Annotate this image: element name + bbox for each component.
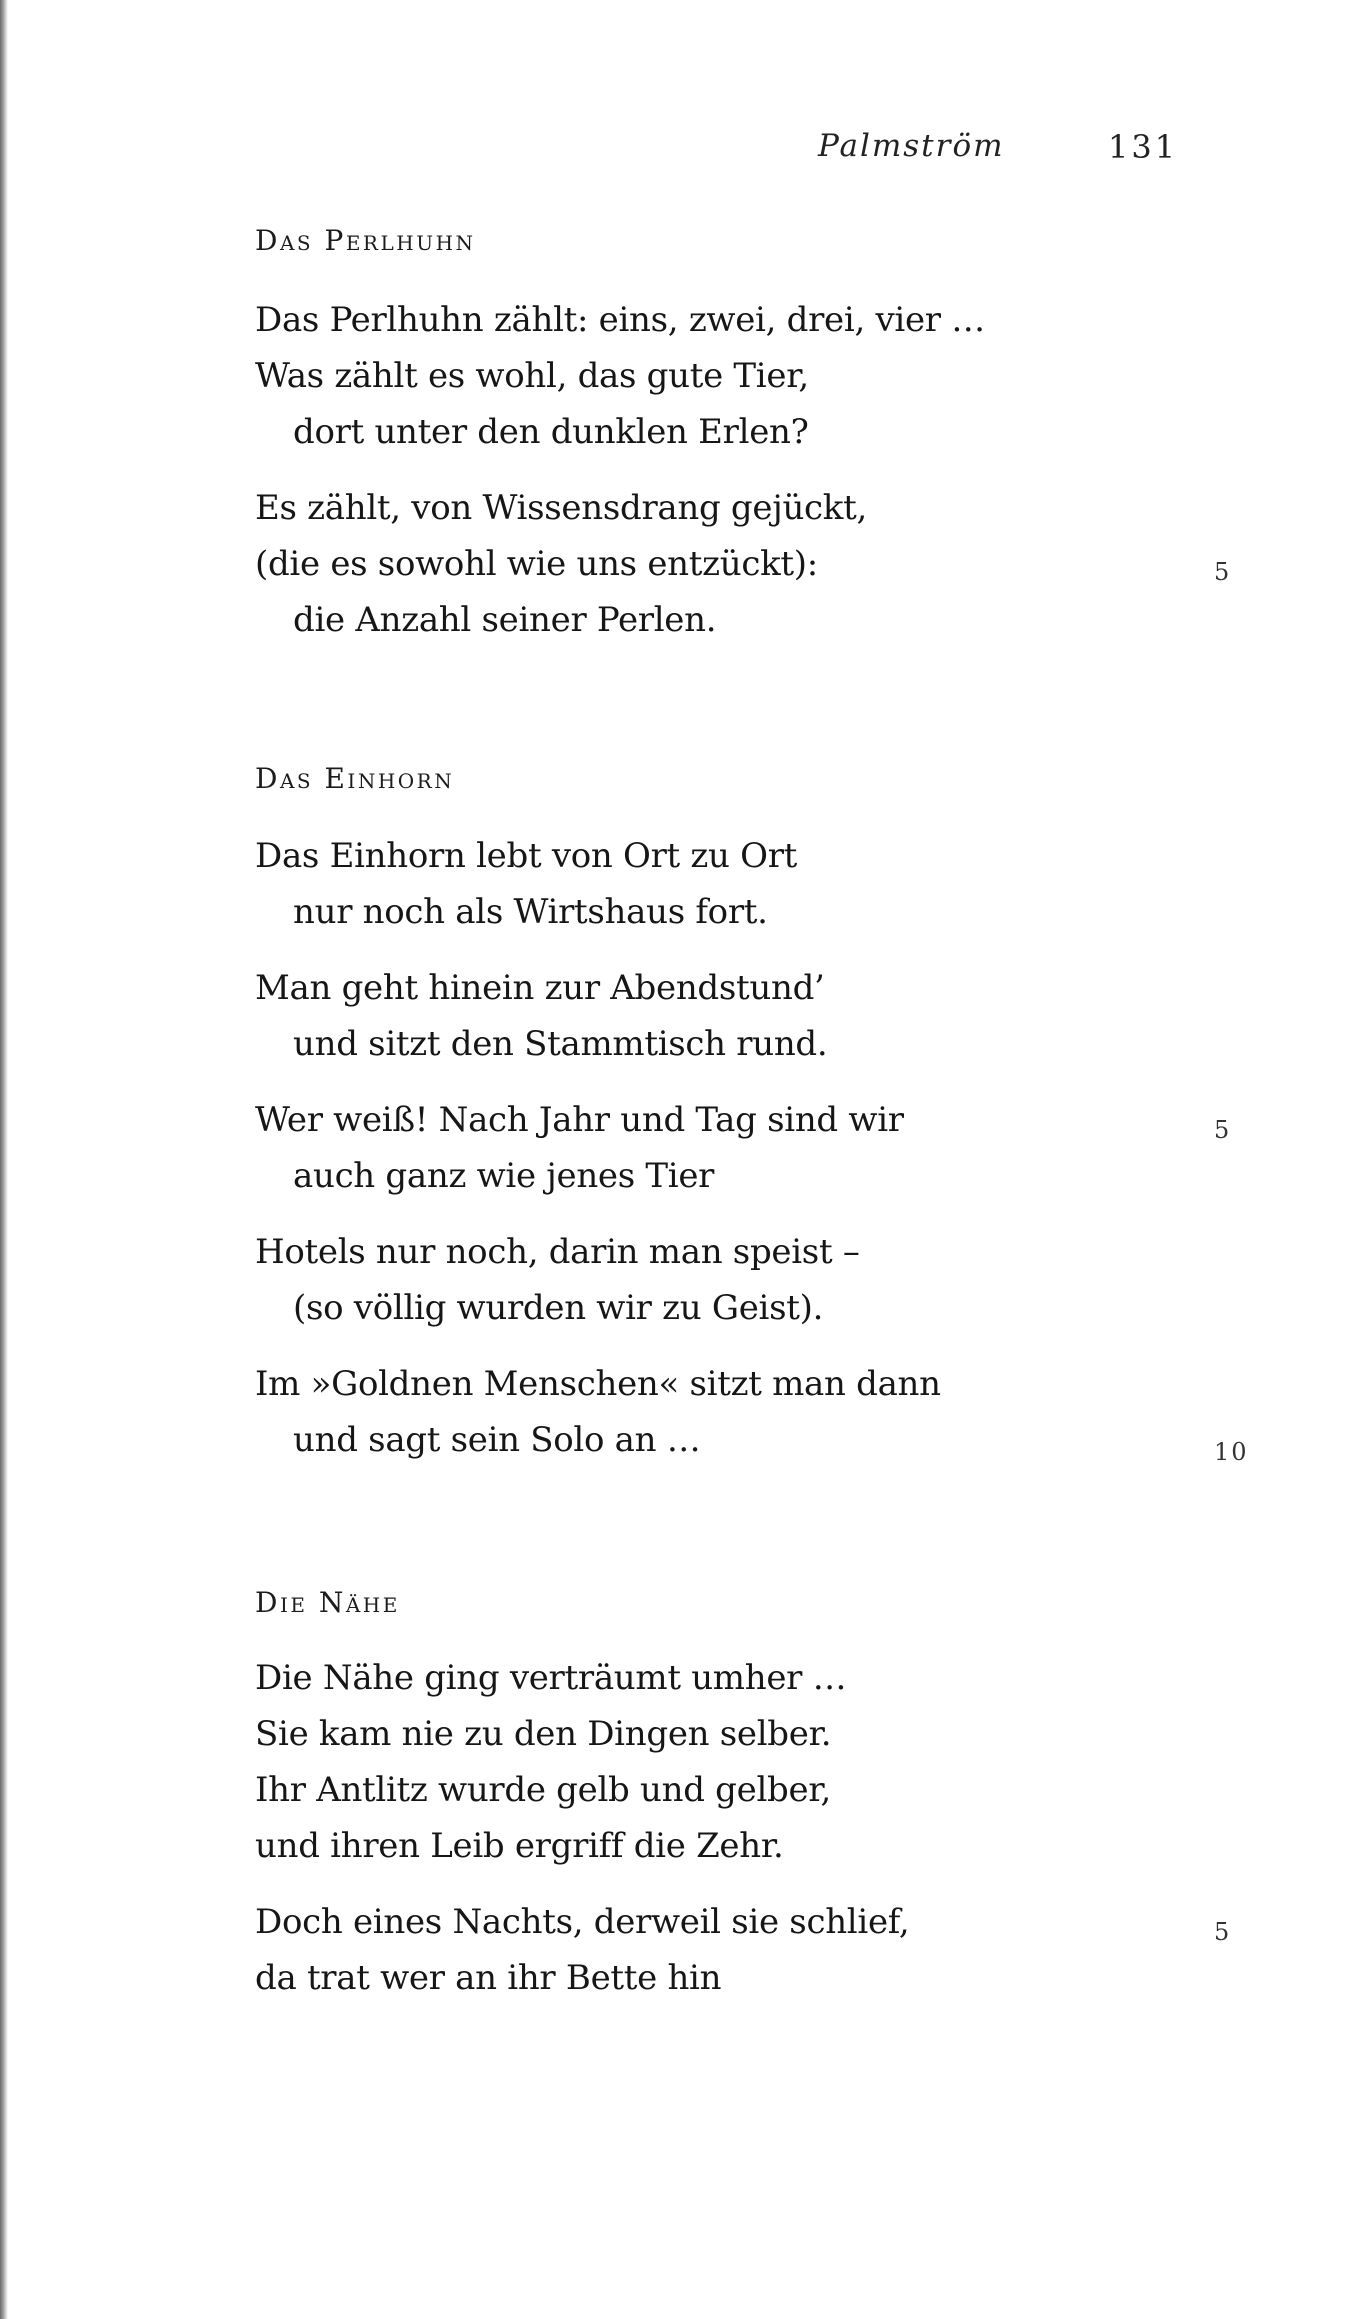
line-number: 10	[1214, 1438, 1249, 1466]
verse-line: dort unter den dunklen Erlen?	[293, 412, 809, 452]
verse-line: (die es sowohl wie uns entzückt):	[255, 544, 818, 584]
line-number: 5	[1214, 1918, 1232, 1946]
line-number: 5	[1214, 558, 1232, 586]
verse-line: Es zählt, von Wissensdrang gejückt,	[255, 488, 867, 528]
running-head	[0, 128, 1364, 178]
verse-line: Das Einhorn lebt von Ort zu Ort	[255, 836, 798, 876]
verse-line: Sie kam nie zu den Dingen selber.	[255, 1714, 832, 1754]
verse-line: da trat wer an ihr Bette hin	[255, 1958, 722, 1998]
page-binding-edge	[0, 0, 8, 2319]
line-number: 5	[1214, 1116, 1232, 1144]
poem-title: Das Perlhuhn	[255, 224, 476, 257]
running-title: Palmström	[818, 128, 1005, 164]
verse-line: Das Perlhuhn zählt: eins, zwei, drei, vier …	[255, 300, 985, 340]
poem-title: Das Einhorn	[255, 762, 455, 795]
verse-line: nur noch als Wirtshaus fort.	[293, 892, 768, 932]
verse-line: und sitzt den Stammtisch rund.	[293, 1024, 828, 1064]
verse-line: Ihr Antlitz wurde gelb und gelber,	[255, 1770, 832, 1810]
verse-line: Man geht hinein zur Abendstund’	[255, 968, 825, 1008]
verse-line: Was zählt es wohl, das gute Tier,	[255, 356, 809, 396]
verse-line: auch ganz wie jenes Tier	[293, 1156, 715, 1196]
verse-line: die Anzahl seiner Perlen.	[293, 600, 717, 640]
poem-title: Die Nähe	[255, 1586, 400, 1619]
page-number: 131	[1108, 128, 1179, 166]
verse-line: Doch eines Nachts, derweil sie schlief,	[255, 1902, 910, 1942]
verse-line: Hotels nur noch, darin man speist –	[255, 1232, 860, 1272]
verse-line: Wer weiß! Nach Jahr und Tag sind wir	[255, 1100, 904, 1140]
verse-line: Im »Goldnen Menschen« sitzt man dann	[255, 1364, 941, 1404]
verse-line: Die Nähe ging verträumt umher …	[255, 1658, 847, 1698]
verse-line: und ihren Leib ergriff die Zehr.	[255, 1826, 784, 1866]
verse-line: und sagt sein Solo an …	[293, 1420, 701, 1460]
verse-line: (so völlig wurden wir zu Geist).	[293, 1288, 824, 1328]
